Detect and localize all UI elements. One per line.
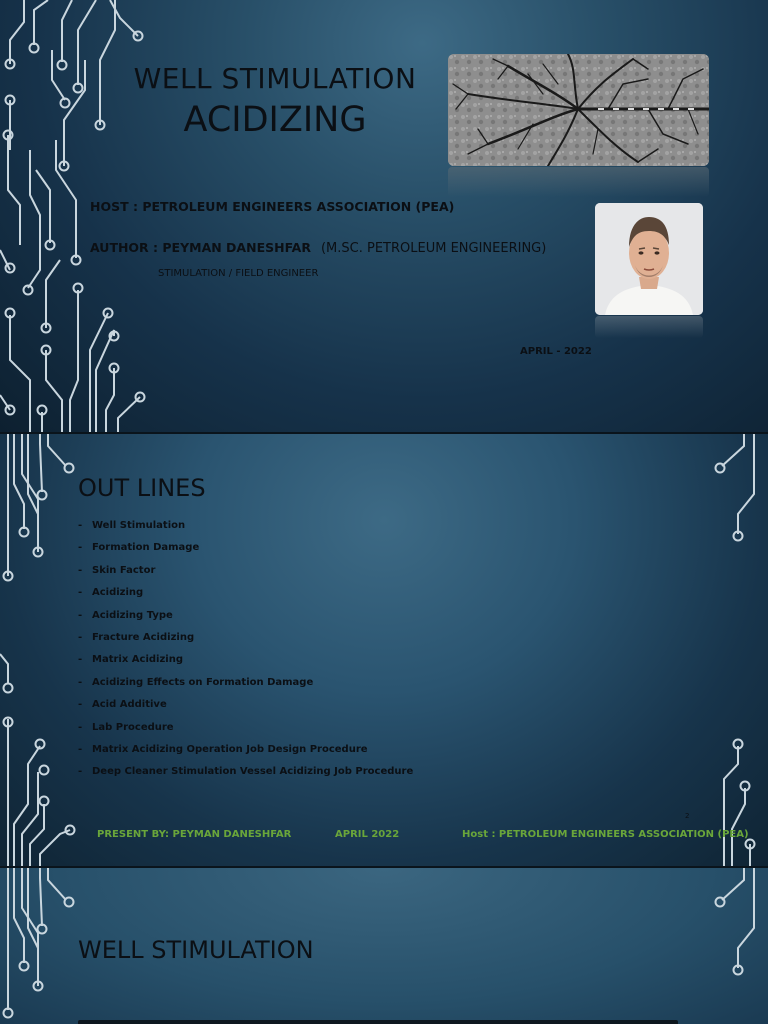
page-number: 2 bbox=[685, 812, 690, 820]
outline-list bbox=[78, 520, 413, 789]
list-item: - Formation Damage bbox=[78, 542, 200, 554]
author-photo-reflection bbox=[595, 316, 703, 338]
list-item: - Fracture Acidizing bbox=[78, 631, 195, 643]
footer-date: APRIL 2022 bbox=[335, 829, 400, 840]
outline-heading: OUT LINES bbox=[78, 474, 206, 502]
author-name: AUTHOR : PEYMAN DANESHFAR bbox=[90, 240, 311, 255]
host-line: HOST : PETROLEUM ENGINEERS ASSOCIATION (PEA) bbox=[90, 199, 455, 214]
outline-slide bbox=[0, 434, 768, 866]
list-item: - Lab Procedure bbox=[78, 721, 174, 733]
presentation-title-line1: WELL STIMULATION bbox=[133, 62, 417, 95]
circuit-decoration-right bbox=[700, 434, 768, 866]
list-item: - Acidizing Effects on Formation Damage bbox=[78, 676, 314, 688]
presentation-title-line2: ACIDIZING bbox=[183, 100, 367, 140]
well-stimulation-slide bbox=[0, 868, 768, 1024]
circuit-decoration-left bbox=[0, 434, 80, 866]
title-slide bbox=[0, 0, 768, 432]
wormhole-image-reflection bbox=[448, 167, 709, 197]
author-role: STIMULATION / FIELD ENGINEER bbox=[158, 268, 319, 279]
footer-host: Host : PETROLEUM ENGINEERS ASSOCIATION (PEA) bbox=[462, 829, 749, 840]
circuit-decoration-left bbox=[0, 0, 150, 432]
circuit-decoration-right bbox=[700, 868, 768, 1024]
list-item: - Acidizing Type bbox=[78, 609, 173, 621]
list-item: - Well Stimulation bbox=[78, 520, 186, 531]
circuit-decoration-left bbox=[0, 868, 80, 1024]
author-line bbox=[90, 240, 546, 256]
author-degree: (M.SC. PETROLEUM ENGINEERING) bbox=[320, 241, 547, 256]
list-item: - Acid Additive bbox=[78, 699, 167, 711]
presentation-date: APRIL - 2022 bbox=[520, 346, 592, 357]
list-item: - Deep Cleaner Stimulation Vessel Acidizing Job Procedure bbox=[78, 766, 414, 778]
list-item: - Matrix Acidizing bbox=[78, 654, 183, 666]
footer-presenter: PRESENT BY: PEYMAN DANESHFAR bbox=[97, 829, 292, 840]
author-photo bbox=[595, 203, 703, 315]
wormhole-image bbox=[448, 54, 709, 166]
list-item: - Matrix Acidizing Operation Job Design Procedure bbox=[78, 743, 368, 755]
list-item: - Acidizing bbox=[78, 587, 144, 599]
list-item: - Skin Factor bbox=[78, 564, 156, 576]
section-heading: WELL STIMULATION bbox=[78, 936, 314, 964]
cropped-paragraph bbox=[78, 1014, 678, 1024]
